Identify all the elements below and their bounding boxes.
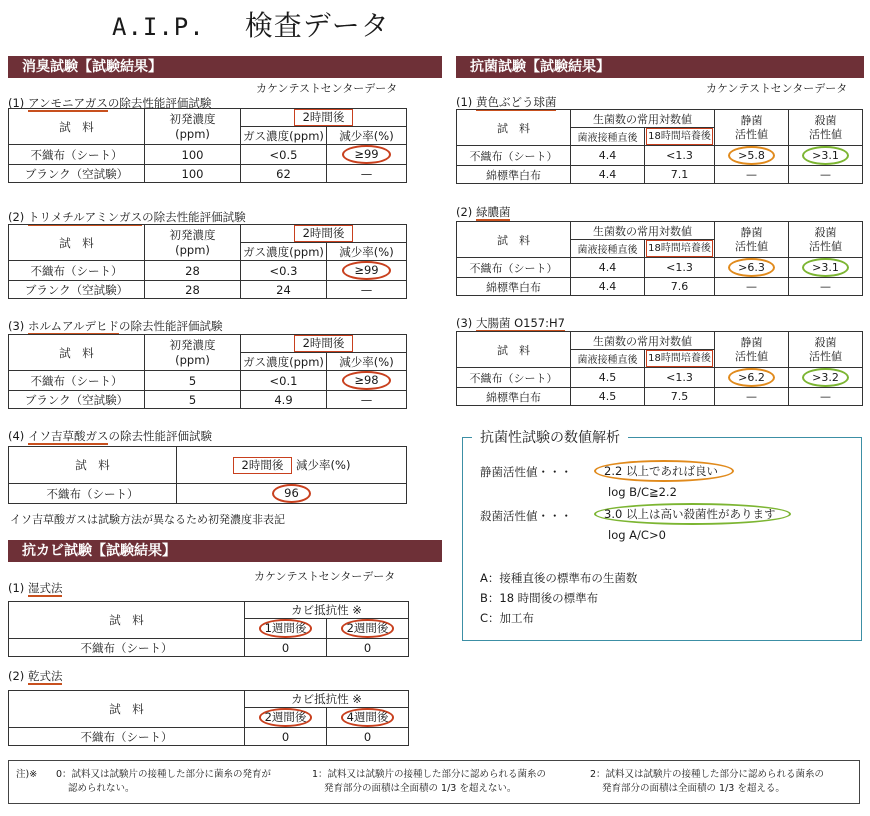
table-row: 不織布（シート） 0 0: [9, 728, 409, 746]
deodorant-table-3: [8, 334, 407, 409]
antibac-test-1-name: (1) 黄色ぶどう球菌: [456, 95, 557, 109]
footnote-1a: 1：試料又は試験片の接種した部分に認められる菌糸の: [312, 769, 547, 780]
kill-circle: >3.2: [802, 368, 849, 387]
kill-formula: log A/C>0: [608, 528, 666, 542]
kill-header: 殺菌 活性値: [789, 110, 863, 146]
antibac-table-3: [456, 331, 863, 406]
gas-header: ガス濃度(ppm): [241, 127, 327, 145]
kill-header: 殺菌 活性値: [789, 222, 863, 258]
reduce-header: 減少率(%): [327, 127, 407, 145]
sample-header: 試 料: [9, 335, 145, 371]
static-header: 静菌 活性値: [715, 332, 789, 368]
highlight-circle: ≥98: [342, 371, 390, 390]
initial-header: 初発濃度 (ppm): [145, 335, 241, 371]
kill-header: 殺菌 活性値: [789, 332, 863, 368]
legend-a: A：接種直後の標準布の生菌数: [480, 571, 638, 585]
deodorant-table-2: [8, 224, 407, 299]
static-label: 静菌活性値・・・: [480, 465, 572, 479]
legend-c: C：加工布: [480, 611, 535, 625]
table-row: 不織布（シート） 4.4 <1.3 >6.3 >3.1: [457, 258, 863, 278]
table-row: 不織布（シート） 4.4 <1.3 >5.8 >3.1: [457, 146, 863, 166]
static-circle: >6.2: [728, 368, 775, 387]
mold-test-1-name: (1) 湿式法: [8, 581, 63, 595]
week-circle: 2週間後: [259, 708, 313, 727]
time-reduce-header: 2時間後 減少率(%): [177, 447, 407, 484]
footnote-2b: 発育部分の面積は全面積の 1/3 を超える。: [602, 783, 785, 794]
static-header: 静菌 活性値: [715, 110, 789, 146]
mold-table-1: [8, 601, 409, 657]
table-row: 綿標準白布 4.5 7.5 — —: [457, 388, 863, 406]
table-row: 不織布（シート） 96: [9, 484, 407, 504]
footnote-1b: 発育部分の面積は全面積の 1/3 を超えない。: [324, 783, 517, 794]
page-title: [112, 4, 390, 44]
footnote-0a: 0：試料又は試験片の接種した部分に菌糸の発育が: [56, 769, 272, 780]
static-circle: >6.3: [728, 258, 775, 277]
footnote-mark: 注)※: [16, 769, 38, 780]
analysis-title: 抗菌性試験の数値解析: [472, 427, 628, 447]
table-row: 綿標準白布 4.4 7.1 — —: [457, 166, 863, 184]
sample-header: 試 料: [457, 222, 571, 258]
deodorant-table-4: [8, 446, 407, 504]
gas-header: ガス濃度(ppm): [241, 353, 327, 371]
static-formula: log B/C≧2.2: [608, 485, 677, 499]
kill-value: 3.0 以上は高い殺菌性があります: [594, 503, 791, 525]
time-header: 2時間後: [241, 335, 407, 353]
mold-heading: 抗カビ試験【試験結果】: [8, 540, 442, 562]
table-row: ブランク（空試験） 5 4.9 —: [9, 391, 407, 409]
sample-header: 試 料: [457, 332, 571, 368]
sample-header: 試 料: [9, 109, 145, 145]
gas-header: ガス濃度(ppm): [241, 243, 327, 261]
mold-test-2-name: (2) 乾式法: [8, 669, 63, 683]
sample-header: 試 料: [9, 225, 145, 261]
deodorant-test-2-name: (2) トリメチルアミンガスの除去性能評価試験: [8, 210, 246, 224]
table-row: ブランク（空試験） 100 62 —: [9, 165, 407, 183]
legend-b: B：18 時間後の標準布: [480, 591, 599, 605]
static-circle: >5.8: [728, 146, 775, 165]
table-row: 不織布（シート） 100 <0.5 ≥99: [9, 145, 407, 165]
time-header: 2時間後: [241, 109, 407, 127]
footnote-0b: 認められない。: [68, 783, 135, 794]
antibac-test-2-name: (2) 緑膿菌: [456, 205, 511, 219]
antibac-test-3-name: (3) 大腸菌 O157:H7: [456, 316, 565, 330]
antibac-heading: 抗菌試験【試験結果】: [456, 56, 864, 78]
col-b-header: 18時間培養後: [646, 240, 713, 257]
mold-header: カビ抵抗性 ※: [245, 691, 409, 708]
mold-table-2: [8, 690, 409, 746]
deodorant-test-1-name: (1) アンモニアガスの除去性能評価試験: [8, 96, 212, 110]
static-value: 2.2 以上であれば良い: [594, 460, 734, 482]
sample-header: 試 料: [9, 602, 245, 639]
static-header: 静菌 活性値: [715, 222, 789, 258]
deodorant-test-3-name: (3) ホルムアルデヒドの除去性能評価試験: [8, 319, 223, 333]
kill-circle: >3.1: [802, 146, 849, 165]
week-circle: 1週間後: [259, 619, 313, 638]
reduce-header: 減少率(%): [327, 243, 407, 261]
deodorant-test-4-name: (4) イソ吉草酸ガスの除去性能評価試験: [8, 429, 212, 443]
table-row: 綿標準白布 4.4 7.6 — —: [457, 278, 863, 296]
title-text: 検査データ: [244, 9, 390, 42]
table-row: 不織布（シート） 5 <0.1 ≥98: [9, 371, 407, 391]
highlight-circle: ≥99: [342, 261, 390, 280]
reduce-header: 減少率(%): [327, 353, 407, 371]
sample-header: 試 料: [9, 447, 177, 484]
initial-header: 初発濃度 (ppm): [145, 109, 241, 145]
time-header: 2時間後: [241, 225, 407, 243]
footnote-2a: 2：試料又は試験片の接種した部分に認められる菌糸の: [590, 769, 825, 780]
week-circle: 4週間後: [341, 708, 395, 727]
antibac-table-2: [456, 221, 863, 296]
table-row: ブランク（空試験） 28 24 —: [9, 281, 407, 299]
highlight-circle: ≥99: [342, 145, 390, 164]
table-row: 不織布（シート） 0 0: [9, 639, 409, 657]
col-b-header: 18時間培養後: [646, 350, 713, 367]
mold-header: カビ抵抗性 ※: [245, 602, 409, 619]
deodorant-note: イソ吉草酸ガスは試験方法が異なるため初発濃度非表記: [10, 513, 285, 526]
table-row: 不織布（シート） 4.5 <1.3 >6.2 >3.2: [457, 368, 863, 388]
deodorant-table-1: [8, 108, 407, 183]
table-row: 不織布（シート） 28 <0.3 ≥99: [9, 261, 407, 281]
antibac-table-1: [456, 109, 863, 184]
title-prefix: A.I.P.: [112, 13, 205, 41]
sample-header: 試 料: [457, 110, 571, 146]
mold-source: カケンテストセンターデータ: [254, 570, 396, 583]
antibac-source: カケンテストセンターデータ: [706, 82, 848, 95]
initial-header: 初発濃度 (ppm): [145, 225, 241, 261]
col-b-header: 18時間培養後: [646, 128, 713, 145]
col-a-header: 菌液接種直後: [571, 128, 645, 146]
col-a-header: 菌液接種直後: [571, 350, 645, 368]
col-a-header: 菌液接種直後: [571, 240, 645, 258]
log-header: 生菌数の常用対数値: [571, 222, 715, 240]
kill-label: 殺菌活性値・・・: [480, 509, 572, 523]
highlight-circle: 96: [272, 484, 311, 503]
log-header: 生菌数の常用対数値: [571, 332, 715, 350]
log-header: 生菌数の常用対数値: [571, 110, 715, 128]
sample-header: 試 料: [9, 691, 245, 728]
kill-circle: >3.1: [802, 258, 849, 277]
deodorant-source: カケンテストセンターデータ: [256, 82, 398, 95]
deodorant-heading: 消臭試験【試験結果】: [8, 56, 442, 78]
week-circle: 2週間後: [341, 619, 395, 638]
